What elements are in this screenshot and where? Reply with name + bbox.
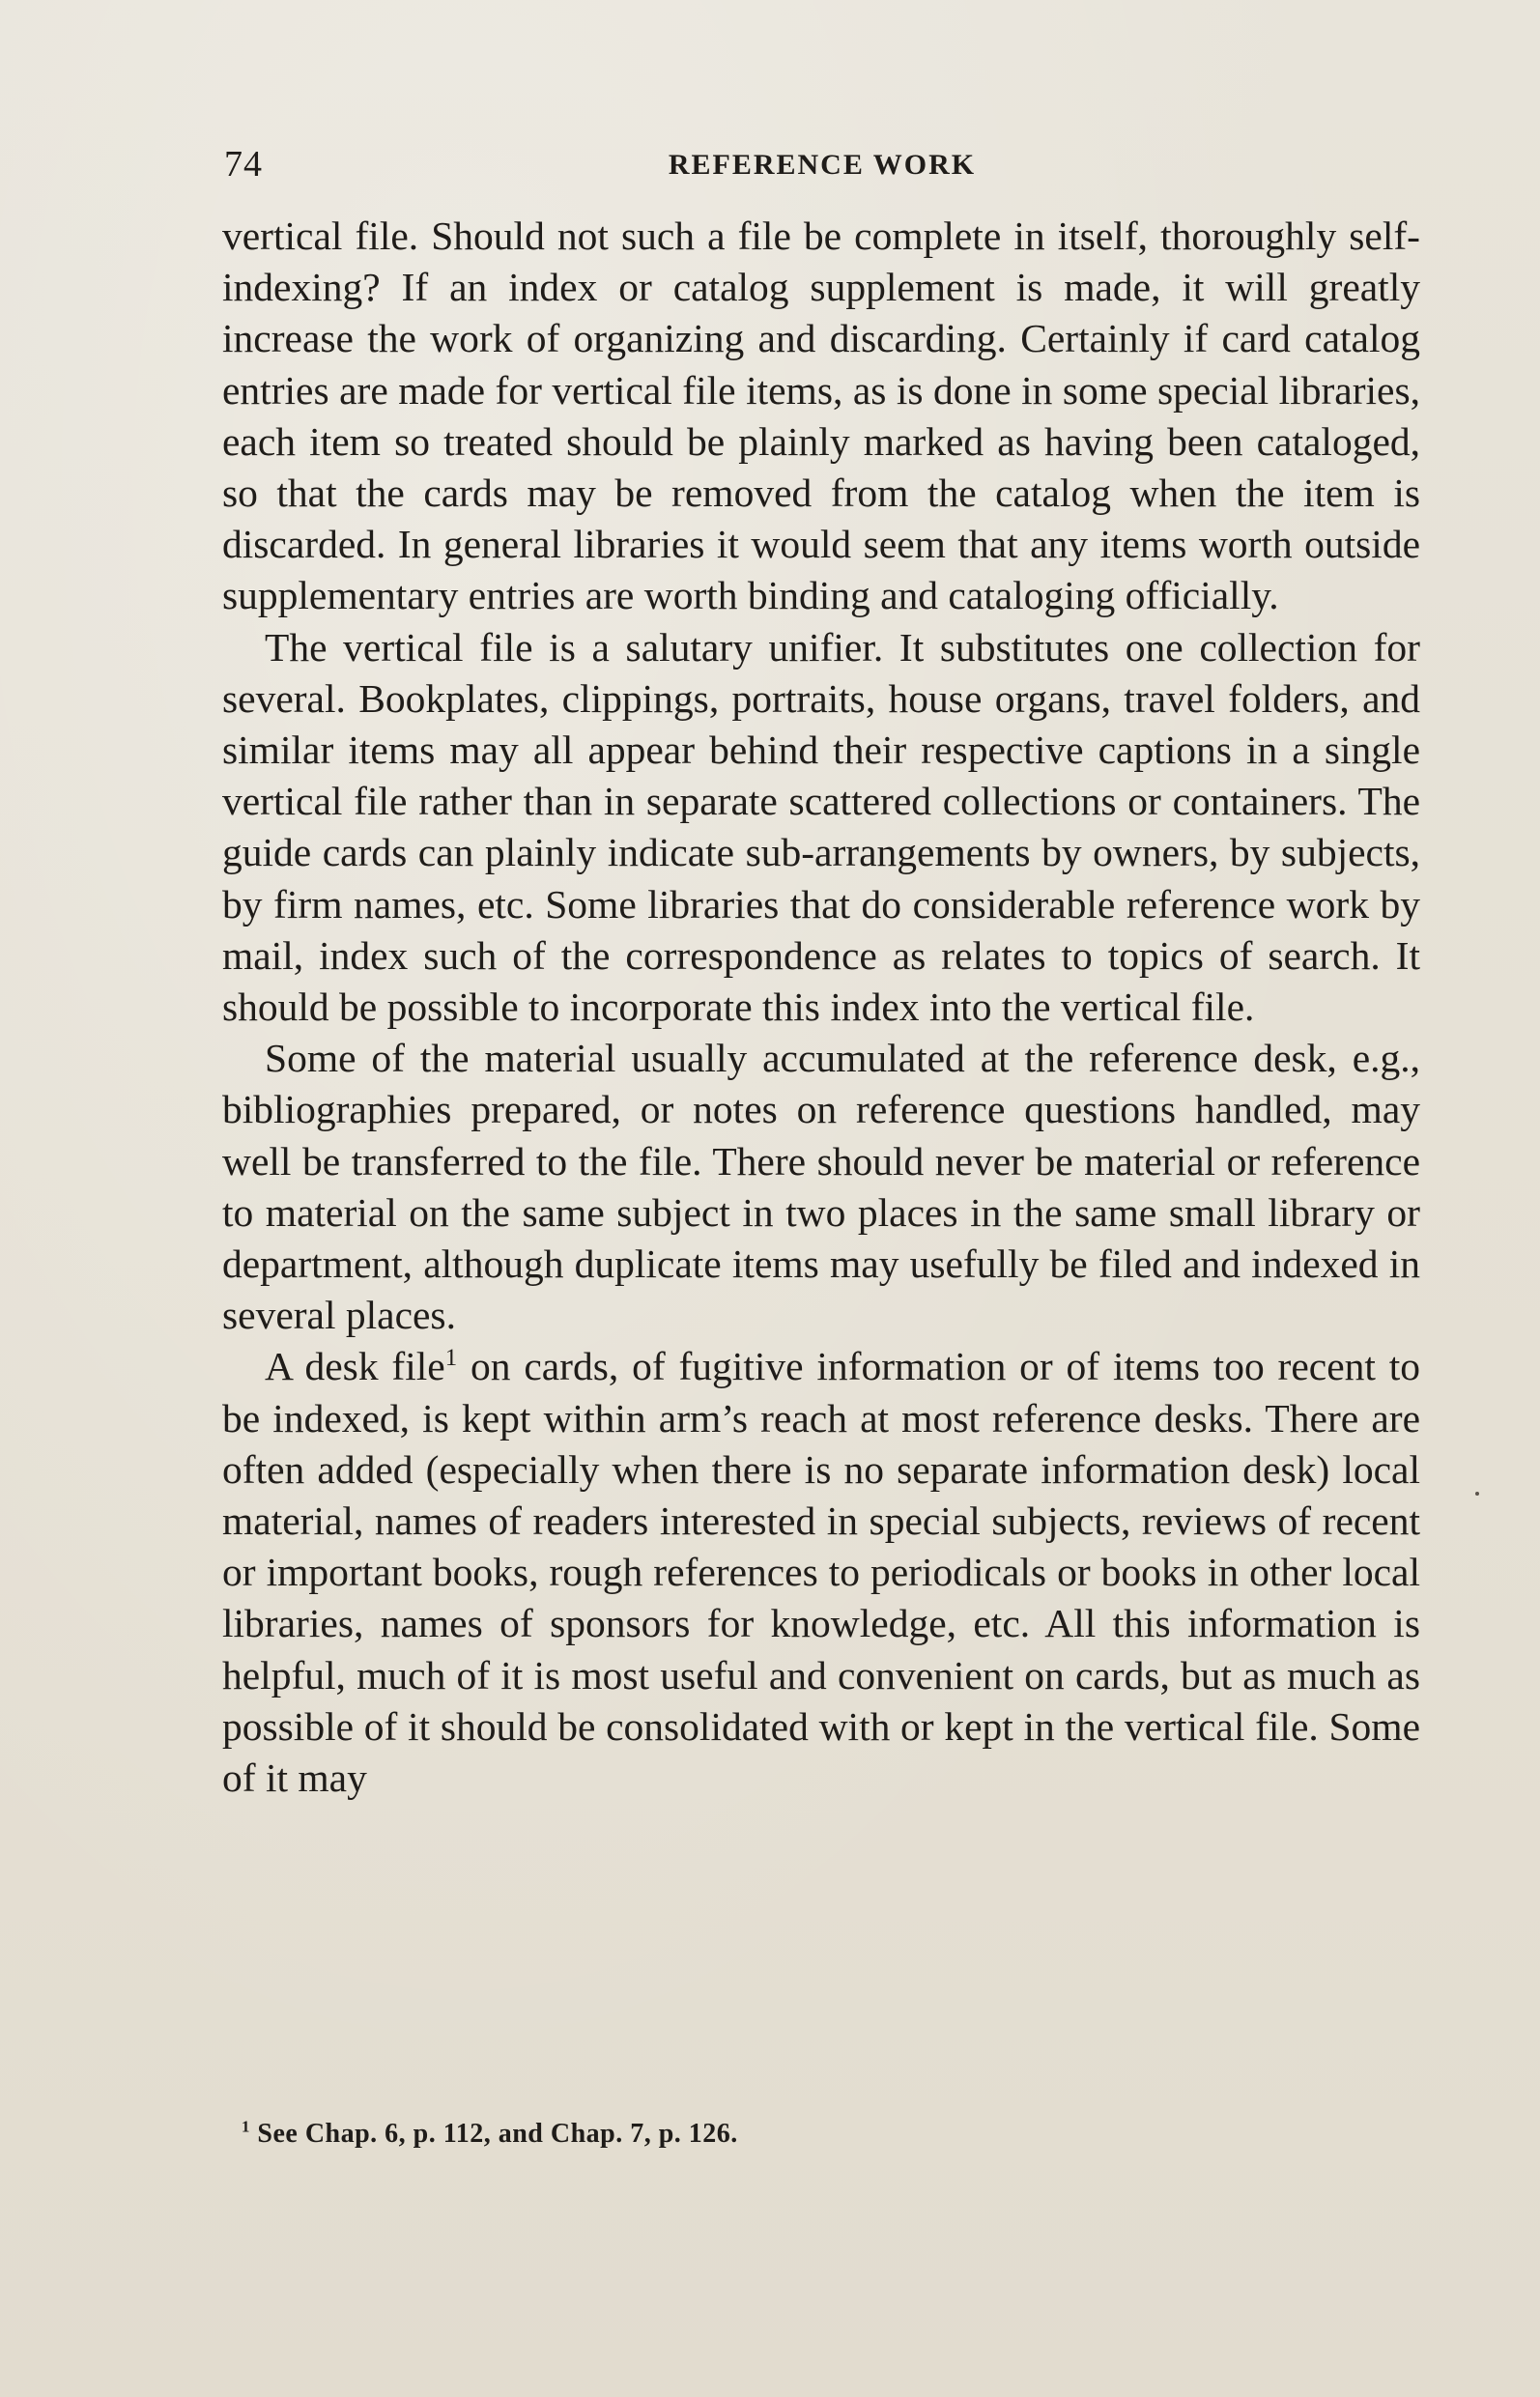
page-header: [224, 140, 1420, 188]
paper-speck: [1475, 1492, 1479, 1496]
page-number: 74: [224, 144, 263, 185]
footnote: [242, 2116, 738, 2153]
footnote-reference: 1: [444, 1345, 458, 1372]
paragraph-3: Some of the material usually accumulated at the reference desk, e.g., bibliographies prepared, or notes on reference questions handled, may well be transferred to the file. There should never be material or reference to material on the same subject in two places in the same small library or department, although duplicate items may usefully be filed and indexed in several places.: [222, 1036, 1420, 1338]
paragraph-4-lead: A desk file: [265, 1344, 445, 1389]
paragraph-4: [222, 1341, 1420, 1804]
body-text: [222, 211, 1420, 1804]
footnote-marker: 1: [242, 2117, 250, 2136]
footnote-text: See Chap. 6, p. 112, and Chap. 7, p. 126.: [249, 2119, 738, 2149]
paragraph-1: vertical file. Should not such a file be complete in itself, thoroughly self-indexing? If an index or catalog supplement is made, it will greatly increase the work of organizing and discarding. Certainly if card catalog entries are made for vertical file items, as is done in some special libraries, each item so treated should be plainly marked as having been cataloged, so that the cards may be removed from the catalog when the item is discarded. In general libraries it would seem that any items worth outside supplementary entries are worth binding and cataloging officially.: [222, 214, 1420, 618]
paragraph-4-rest: on cards, of fugitive information or of items too recent to be indexed, is kept within arm’s reach at most reference desks. There are often added (especially when there is no separate information desk) local material, names of readers interested in special subjects, reviews of recent or important books, rough references to periodicals or books in other local libraries, names of sponsors for knowledge, etc. All this information is helpful, much of it is most useful and convenient on cards, but as much as possible of it should be consolidated with or kept in the vertical file. Some of it may: [222, 1344, 1420, 1801]
running-title: REFERENCE WORK: [668, 149, 977, 181]
paragraph-2: The vertical file is a salutary unifier. It substitutes one collection for several. Bookplates, clippings, portraits, house organs, travel folders, and similar items may all appear behind their respective captions in a single vertical file rather than in separate scattered collections or containers. The guide cards can plainly indicate sub-arrangements by owners, by subjects, by firm names, etc. Some libraries that do considerable reference work by mail, index such of the correspondence as relates to topics of search. It should be possible to incorporate this index into the vertical file.: [222, 624, 1420, 1030]
